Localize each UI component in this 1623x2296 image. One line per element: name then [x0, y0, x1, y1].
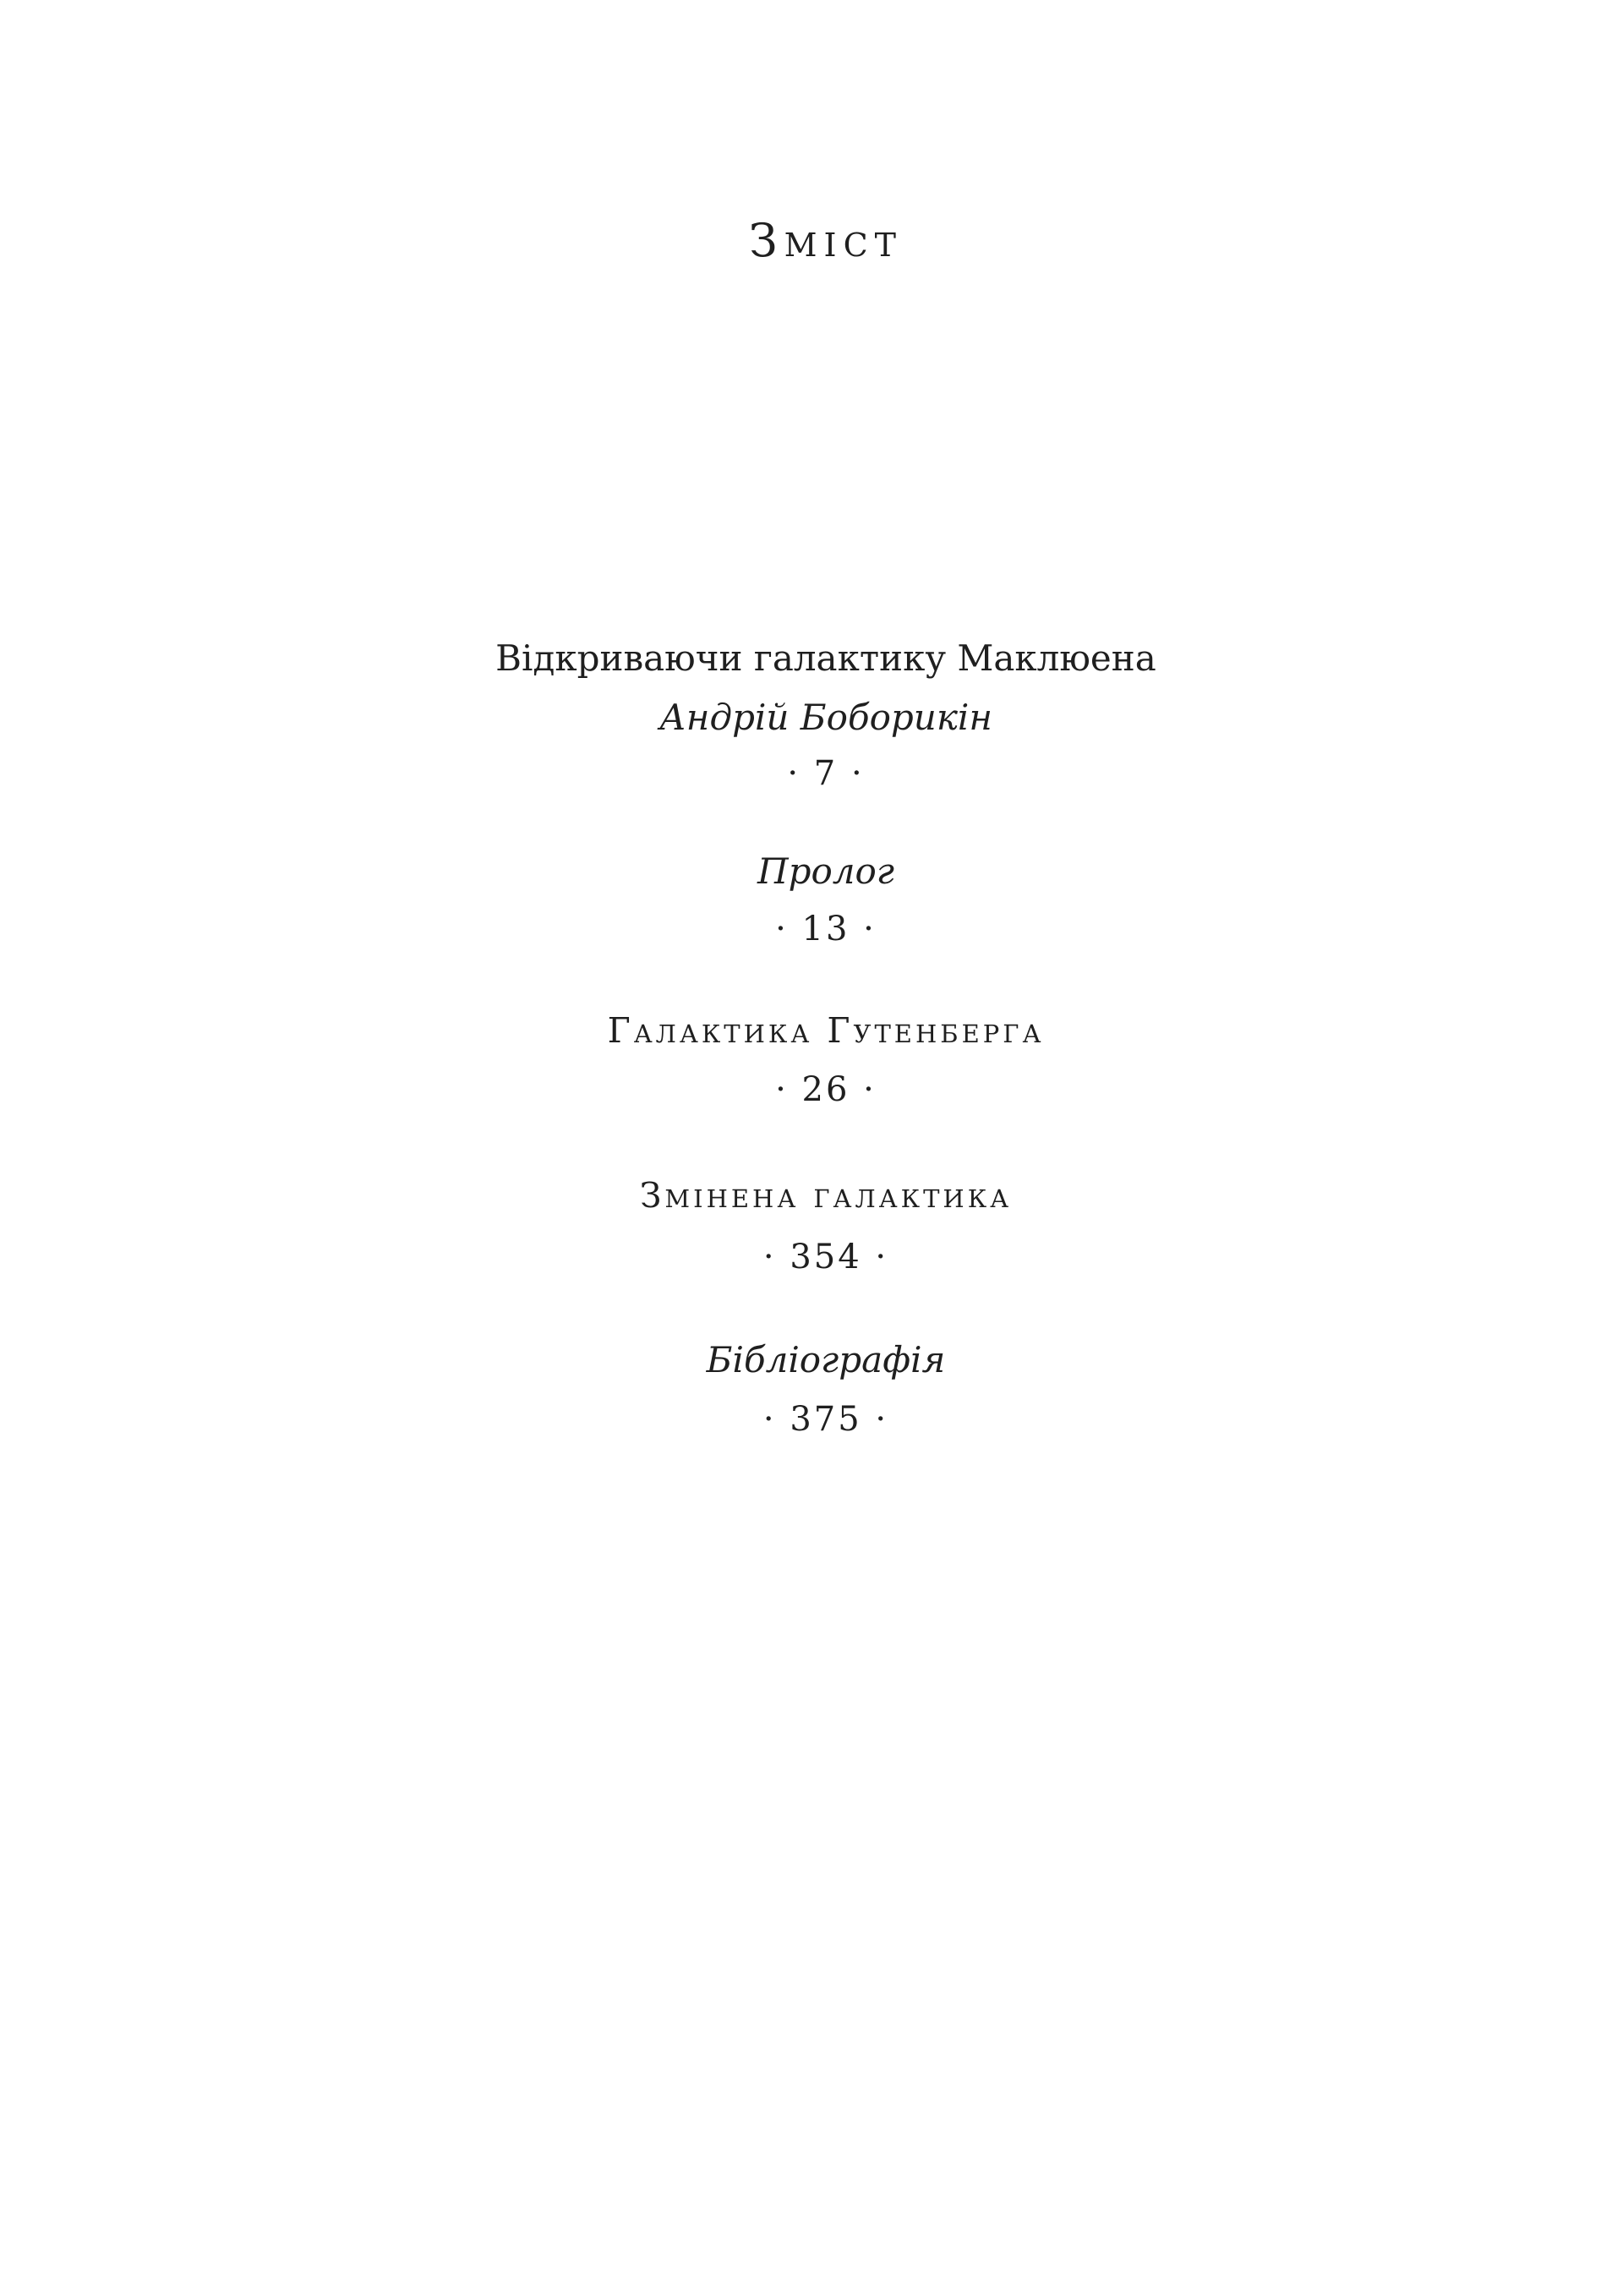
toc-entry-page-number: · 13 ·	[775, 910, 877, 948]
toc-entry-author: Андрій Боборикін	[659, 697, 992, 738]
toc-entry-title: Галактика Гутенберга	[607, 1010, 1045, 1051]
toc-entry-page-number: · 354 ·	[762, 1238, 889, 1276]
toc-entry-page-number: · 7 ·	[787, 754, 865, 793]
toc-entry-page-number: · 375 ·	[762, 1400, 889, 1439]
toc-entry-title: Бібліографія	[706, 1339, 946, 1380]
toc-entry-title: Відкриваючи галактику Маклюена	[495, 637, 1156, 679]
page-title: Зміст	[749, 214, 903, 267]
toc-entry-title: Змінена галактика	[639, 1175, 1013, 1216]
toc-entry-page-number: · 26 ·	[775, 1070, 877, 1109]
toc-entry-title: Пролог	[757, 850, 895, 892]
